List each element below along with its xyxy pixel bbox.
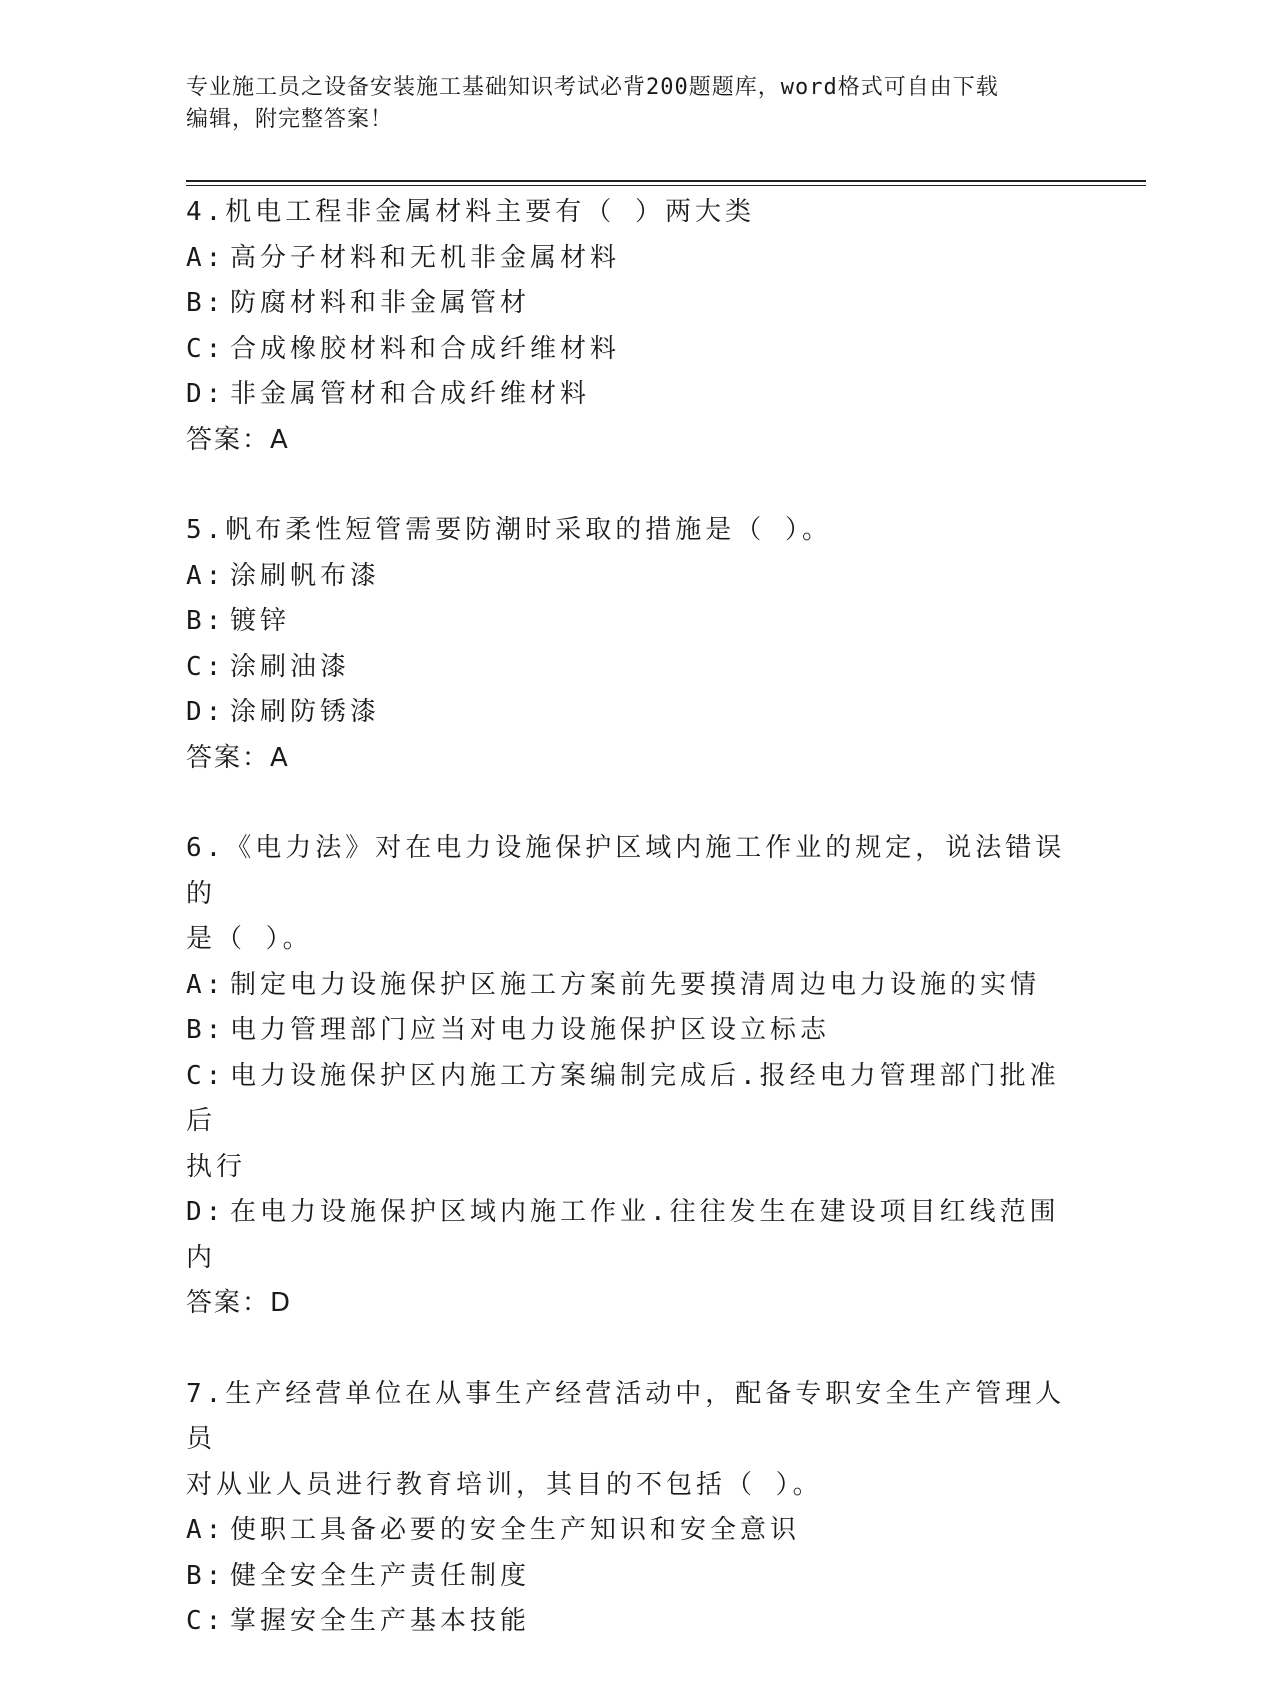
option-b	[186, 1554, 1066, 1600]
option-a	[186, 963, 1066, 1009]
option-label: D:	[186, 1197, 226, 1227]
option-text: 使职工具备必要的安全生产知识和安全意识	[230, 1515, 801, 1545]
option-label: A:	[186, 1515, 226, 1545]
option-label: B:	[186, 1015, 226, 1045]
option-a	[186, 554, 1066, 600]
option-c-continued: 执行	[186, 1151, 247, 1182]
option-c	[186, 327, 1066, 373]
question-7	[186, 1372, 1066, 1645]
answer-line: 答案：A	[186, 742, 290, 773]
option-label: A:	[186, 242, 226, 273]
option-d	[186, 1190, 1066, 1281]
option-a	[186, 1508, 1066, 1554]
option-label: C:	[186, 651, 226, 682]
option-label: B:	[186, 606, 226, 636]
question-stem: 7.生产经营单位在从事生产经营活动中，配备专职安全生产管理人员	[186, 1378, 1066, 1454]
option-label: D:	[186, 379, 226, 409]
option-label: B:	[186, 288, 226, 318]
question-5	[186, 508, 1066, 781]
option-text: 电力设施保护区内施工方案编制完成后.报经电力管理部门批准后	[186, 1060, 1060, 1136]
option-label: D:	[186, 697, 226, 727]
question-stem: 4.机电工程非金属材料主要有（ ）两大类	[186, 197, 755, 227]
option-c	[186, 645, 1066, 691]
option-text: 高分子材料和无机非金属材料	[230, 242, 621, 273]
option-a	[186, 236, 1066, 282]
option-text: 镀锌	[230, 606, 291, 636]
answer-line: 答案：A	[186, 424, 290, 455]
option-c	[186, 1054, 1066, 1145]
option-text: 非金属管材和合成纤维材料	[230, 379, 591, 409]
option-label: C:	[186, 333, 226, 364]
option-text: 涂刷防锈漆	[230, 697, 381, 727]
question-stem: 6.《电力法》对在电力设施保护区域内施工作业的规定，说法错误的	[186, 833, 1066, 909]
option-d	[186, 690, 1066, 736]
option-text: 制定电力设施保护区施工方案前先要摸清周边电力设施的实情	[230, 969, 1041, 1000]
answer-line: 答案：D	[186, 1288, 293, 1318]
option-text: 合成橡胶材料和合成纤维材料	[230, 333, 621, 364]
option-label: C:	[186, 1606, 226, 1636]
option-label: A:	[186, 969, 226, 1000]
option-text: 电力管理部门应当对电力设施保护区设立标志	[230, 1015, 831, 1045]
header-title-line2: 编辑，附完整答案！	[186, 107, 394, 132]
header-title-line1: 专业施工员之设备安装施工基础知识考试必背200题题库，word格式可自由下载	[186, 75, 999, 100]
option-text: 涂刷帆布漆	[230, 560, 381, 591]
option-text: 涂刷油漆	[230, 651, 351, 682]
question-stem-continued: 是（ ）。	[186, 924, 313, 954]
option-d	[186, 372, 1066, 418]
question-stem-continued: 对从业人员进行教育培训，其目的不包括（ ）。	[186, 1469, 823, 1500]
option-b	[186, 599, 1066, 645]
option-label: B:	[186, 1560, 226, 1591]
option-text: 防腐材料和非金属管材	[230, 288, 531, 318]
option-b	[186, 281, 1066, 327]
option-b	[186, 1008, 1066, 1054]
option-c	[186, 1599, 1066, 1645]
question-stem: 5.帆布柔性短管需要防潮时采取的措施是（ ）。	[186, 515, 832, 545]
header-divider	[186, 180, 1146, 186]
question-6	[186, 826, 1066, 1327]
option-text: 掌握安全生产基本技能	[230, 1606, 531, 1636]
option-label: A:	[186, 560, 226, 591]
question-4	[186, 190, 1066, 463]
question-list	[186, 190, 1066, 1690]
option-text: 在电力设施保护区域内施工作业.往往发生在建设项目红线范围内	[186, 1197, 1060, 1273]
document-header	[186, 72, 1086, 136]
option-label: C:	[186, 1060, 226, 1091]
option-text: 健全安全生产责任制度	[230, 1560, 531, 1591]
